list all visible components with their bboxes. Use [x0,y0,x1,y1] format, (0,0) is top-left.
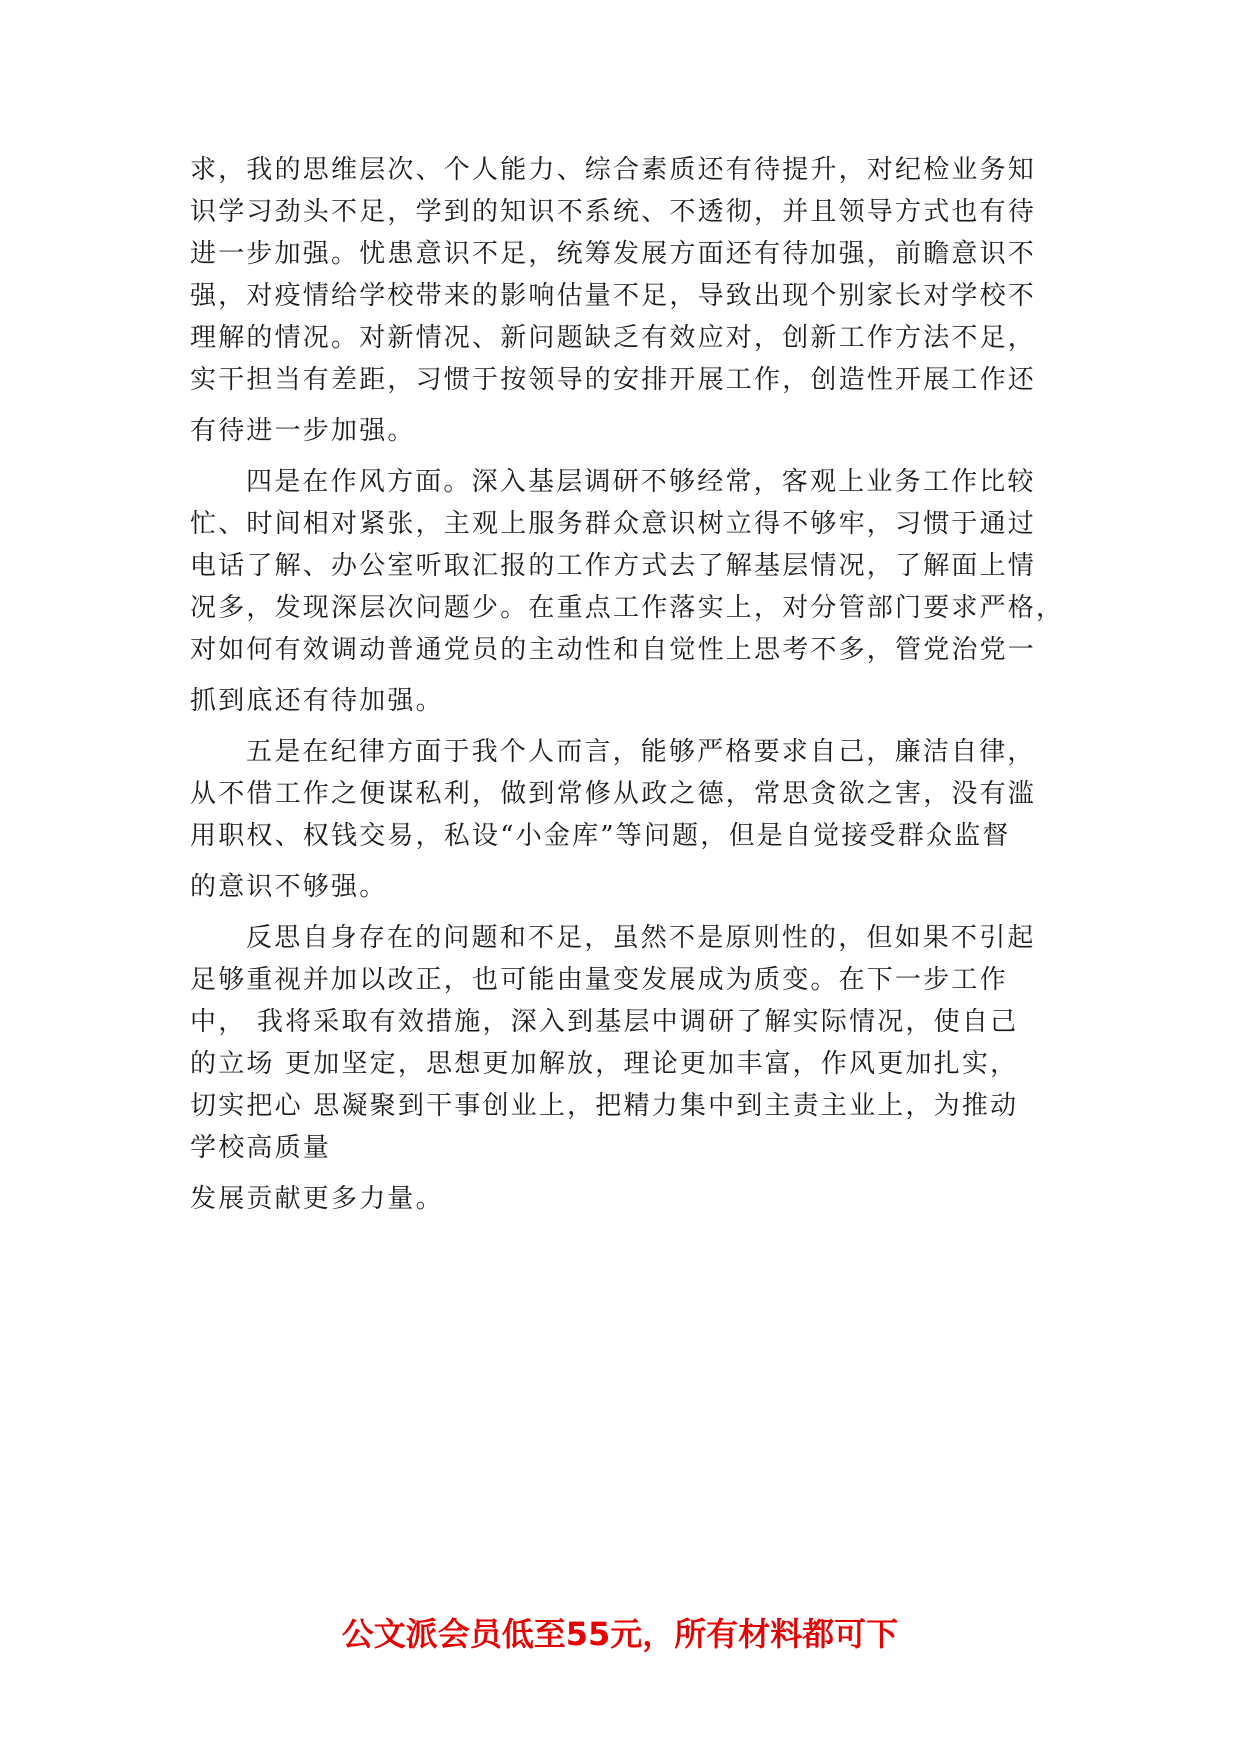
body-text-line: 强，对疫情给学校带来的影响估量不足，导致出现个别家长对学校不 [190,281,1037,311]
body-text-line: 有待进一步加强。 [190,416,416,446]
body-text-line: 实干担当有差距，习惯于按领导的安排开展工作，创造性开展工作还 [190,365,1037,395]
body-text-line: 学校高质量 [190,1133,332,1163]
body-text-line: 忙、时间相对紧张，主观上服务群众意识树立得不够牢，习惯于通过 [190,509,1037,539]
paragraph-start-line: 四是在作风方面。深入基层调研不够经常，客观上业务工作比较 [246,467,1036,497]
body-text-line: 的意识不够强。 [190,872,388,902]
body-text-line: 中， 我将采取有效措施，深入到基层中调研了解实际情况，使自己 [190,1007,1019,1037]
body-text-line: 理解的情况。对新情况、新问题缺乏有效应对，创新工作方法不足， [190,323,1037,353]
promo-footer-text: 公文派会员低至55元，所有材料都可下 [341,1615,899,1653]
body-text-line: 发展贡献更多力量。 [190,1184,444,1214]
body-text-line: 对如何有效调动普通党员的主动性和自觉性上思考不多，管党治党一 [190,635,1037,665]
body-text-line: 况多，发现深层次问题少。在重点工作落实上，对分管部门要求严格， [190,593,1065,623]
body-text-line: 切实把心 思凝聚到干事创业上，把精力集中到主责主业上，为推动 [190,1091,1019,1121]
paragraph-start-line: 反思自身存在的问题和不足，虽然不是原则性的，但如果不引起 [246,923,1036,953]
body-text-line: 电话了解、办公室听取汇报的工作方式去了解基层情况，了解面上情 [190,551,1037,581]
body-text-line: 从不借工作之便谋私利，做到常修从政之德，常思贪欲之害，没有滥 [190,779,1037,809]
body-text-line: 用职权、权钱交易，私设“小金库”等问题，但是自觉接受群众监督 [190,821,1011,851]
body-text-line: 进一步加强。忧患意识不足，统筹发展方面还有待加强，前瞻意识不 [190,239,1037,269]
body-text-line: 足够重视并加以改正，也可能由量变发展成为质变。在下一步工作 [190,965,1008,995]
body-text-line: 识学习劲头不足，学到的知识不系统、不透彻，并且领导方式也有待 [190,197,1037,227]
body-text-line: 抓到底还有待加强。 [190,686,444,716]
body-text-line: 的立场 更加坚定，思想更加解放，理论更加丰富，作风更加扎实， [190,1049,1019,1079]
paragraph-start-line: 五是在纪律方面于我个人而言，能够严格要求自己，廉洁自律， [246,737,1036,767]
body-text-line: 求，我的思维层次、个人能力、综合素质还有待提升，对纪检业务知 [190,155,1037,185]
